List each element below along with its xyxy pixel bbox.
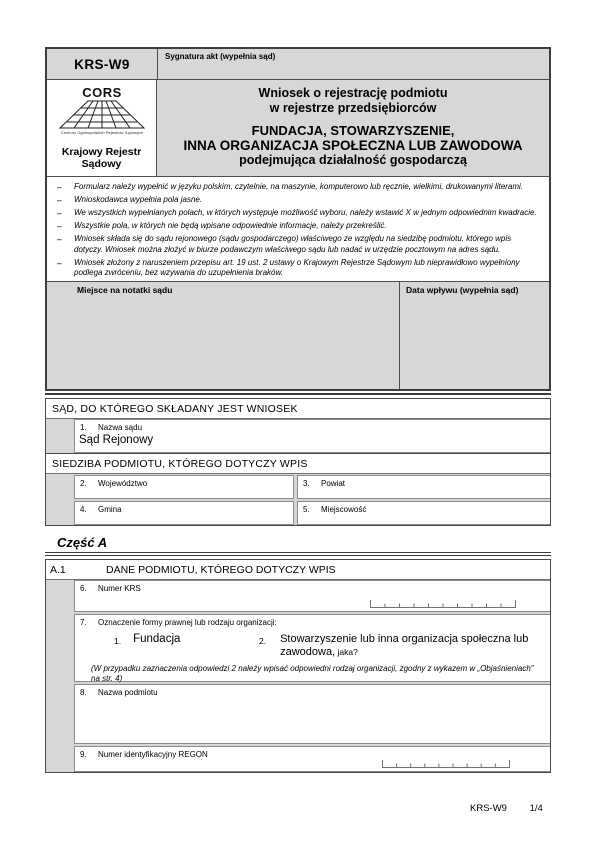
svg-text:CORS: CORS (81, 85, 122, 100)
field-5-town[interactable] (297, 501, 550, 525)
cors-logo-icon (56, 84, 148, 140)
org-name-line2: Sądowy (81, 158, 122, 170)
court-section-title: SĄD, DO KTÓREGO SKŁADANY JEST WNIOSEK (46, 399, 550, 419)
instruction-item: – Wniosek składa się do sądu rejonowego (sądu gospodarczego) właściwego ze względu na siedzibę podmiotu, którego wpis dotyczy. Wniosek można złożyć w biurze podawczym właściwego sądu lub nadać w urzędzie pocztowym na adres sądu. (57, 234, 512, 254)
header-row-2 (47, 80, 549, 177)
form-subtitle-line3: podejmująca działalność gospodarczą (239, 153, 467, 167)
field-9-regon-number[interactable] (74, 746, 550, 772)
page-footer (470, 803, 543, 814)
form-code-cell (47, 49, 158, 79)
court-section-fields (46, 419, 550, 453)
footer-page-number: 1/4 (529, 803, 543, 814)
field-6-krs-number[interactable] (74, 580, 550, 612)
instructions-list (47, 177, 549, 282)
header-row-1 (47, 49, 549, 80)
form-page (45, 47, 551, 773)
receipt-date-label: Data wpływu (wypełnia sąd) (406, 285, 519, 295)
instruction-item: – Wszystkie pola, w których nie będą wpisane odpowiednie informacje, należy przekreślić. (57, 221, 387, 231)
double-rule (45, 393, 551, 395)
section-a1-title: DANE PODMIOTU, KTÓREGO DOTYCZY WPIS (106, 564, 336, 576)
logo-small-caption: Centrum Ogólnopolskich Rejestrów Sądowych (60, 130, 143, 135)
logo-cell (47, 80, 157, 176)
seat-section-title: SIEDZIBA PODMIOTU, KTÓREGO DOTYCZY WPIS (46, 454, 550, 474)
field-label: 6. Numer KRS (80, 584, 141, 593)
field-7-note: (W przypadku zaznaczenia odpowiedzi 2 należy wpisać odpowiedni rodzaj organizacji, zgodny z wykazem w „Objaśnieniach” na str. 4) (91, 664, 534, 683)
dash-bullet: – (57, 221, 62, 231)
seat-section (45, 454, 551, 526)
field-1-value[interactable]: Sąd Rejonowy (79, 434, 154, 446)
field-4-commune[interactable] (74, 501, 294, 525)
field-8-entity-name[interactable] (74, 684, 550, 744)
section-a1-code: A.1 (50, 564, 66, 576)
section-a1-header (46, 560, 550, 580)
option-1-foundation[interactable]: 1. Fundacja (114, 633, 181, 646)
form-header-block (45, 47, 551, 391)
field-7-legal-form[interactable] (74, 614, 550, 682)
instruction-item: – Wnioskodawca wypełnia pola jasne. (57, 195, 203, 205)
field-label: 7. Oznaczenie formy prawnej lub rodzaju organizacji: (80, 618, 277, 627)
field-label: 1. Nazwa sądu (80, 423, 143, 432)
instruction-item: – We wszystkich wypełnianych polach, w których występuje możliwość wyboru, należy wstawić X w jednym odpowiednim kwadracie. (57, 208, 537, 218)
form-title-line1: Wniosek o rejestrację podmiotu (258, 86, 448, 100)
form-code: KRS-W9 (74, 56, 130, 72)
instruction-item: – Formularz należy wypełnić w języku polskim, czytelnie, na maszynie, komputerowo lub ręcznie, wielkimi, drukowanymi literami. (57, 182, 524, 192)
receipt-date-cell (400, 282, 549, 389)
dash-bullet: – (57, 195, 62, 205)
seat-section-fields (46, 474, 550, 525)
dash-bullet: – (57, 257, 62, 268)
signature-cell (158, 49, 549, 79)
krs-number-comb[interactable] (370, 599, 516, 608)
title-cell (157, 80, 549, 176)
seat-row-2 (74, 501, 550, 525)
org-name-line1: Krajowy Rejestr (61, 146, 142, 158)
court-notes-area (47, 282, 549, 389)
field-label: 5. Miejscowość (303, 505, 367, 514)
field-label: 3. Powiat (303, 479, 346, 488)
seat-row-1 (74, 475, 550, 499)
court-section (45, 398, 551, 454)
court-notes-label: Miejsce na notatki sądu (77, 285, 173, 295)
section-a1-fields (46, 580, 550, 772)
field-2-voivodeship[interactable] (74, 475, 294, 499)
signature-label: Sygnatura akt (wypełnia sąd) (165, 52, 276, 61)
field-label: 4. Gmina (80, 505, 122, 514)
field-label: 9. Numer identyfikacyjny REGON (80, 750, 208, 759)
regon-number-comb[interactable] (382, 759, 510, 768)
field-label: 2. Województwo (80, 479, 148, 488)
field-3-county[interactable] (297, 475, 550, 499)
part-a-heading: Część A (57, 535, 108, 550)
footer-form-code: KRS-W9 (470, 803, 507, 814)
form-subtitle-line2: INNA ORGANIZACJA SPOŁECZNA LUB ZAWODOWA (183, 138, 523, 153)
dash-bullet: – (57, 234, 62, 244)
form-subtitle-line1: FUNDACJA, STOWARZYSZENIE, (251, 123, 455, 138)
legal-form-options (75, 633, 550, 659)
dash-bullet: – (57, 182, 62, 192)
field-label: 8. Nazwa podmiotu (80, 688, 158, 697)
section-a1 (45, 559, 551, 773)
instruction-item: – Wniosek złożony z naruszeniem przepisu art. 19 ust. 2 ustawy o Krajowym Rejestrze Sądowym lub nieprawidłowo wypełniony podlega zwróceniu, bez wzywania do uzupełnienia braków. (57, 257, 520, 277)
option-2-association[interactable]: 2. Stowarzyszenie lub inna organizacja społeczna lub zawodowa, jaka? (259, 633, 529, 658)
form-title-line2: w rejestrze przedsiębiorców (269, 101, 437, 115)
part-a-double-rule (45, 552, 551, 556)
dash-bullet: – (57, 208, 62, 218)
option-2-suffix: jaka? (335, 647, 358, 657)
field-1-court-name[interactable] (74, 419, 550, 453)
court-notes-cell (47, 282, 400, 389)
